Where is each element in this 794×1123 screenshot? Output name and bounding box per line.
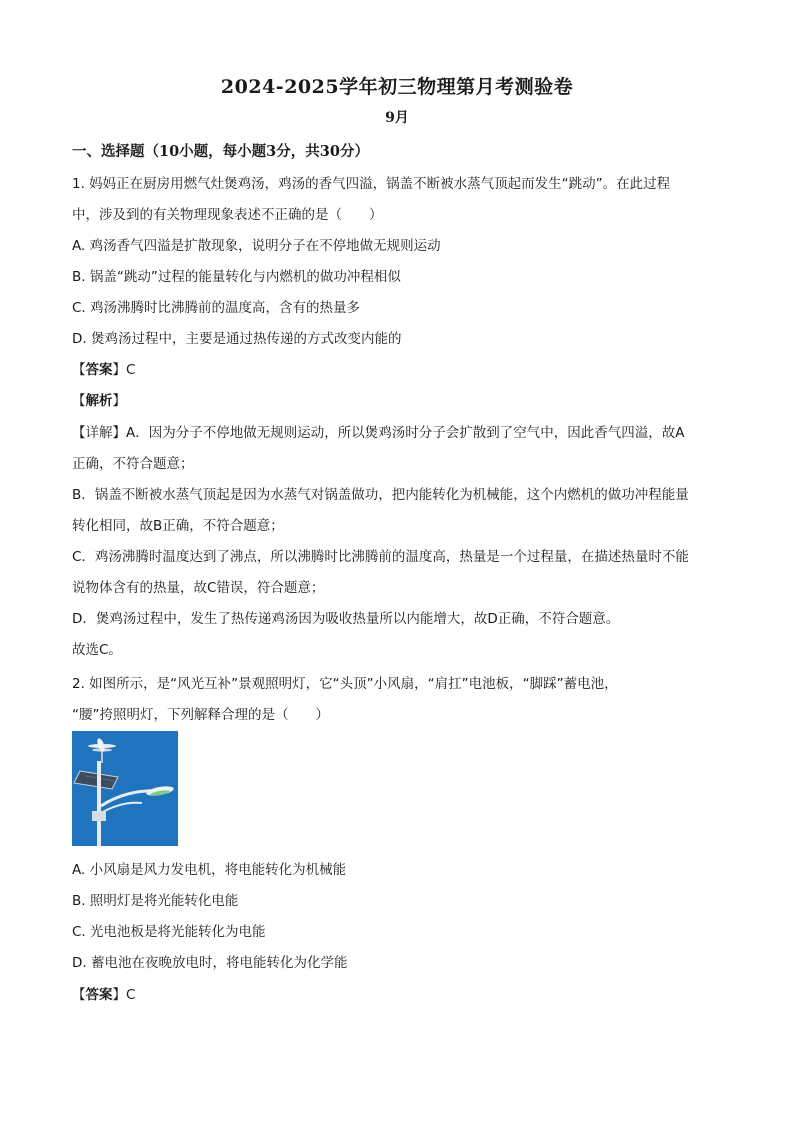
bracket-open: 【 [72, 362, 86, 378]
q1-detail-line-6: 说物体含有的热量，故C错误，符合题意； [72, 580, 325, 596]
bracket-close: 】 [112, 987, 126, 1003]
q1-option-b: B. 锅盖“跳动”过程的能量转化与内燃机的做功冲程相似 [72, 269, 401, 285]
q2-stem-line-1: 2. 如图所示，是“风光互补”景观照明灯，它“头顶”小风扇，“肩扛”电池板，“脚踩”蓄电池， [72, 676, 618, 692]
q1-option-d: D. 煲鸡汤过程中，主要是通过热传递的方式改变内能的 [72, 331, 402, 347]
analysis-label: 解析 [85, 393, 113, 409]
answer-label: 答案 [85, 987, 113, 1003]
q2-option-c: C. 光电池板是将光能转化为电能 [72, 924, 266, 940]
streetlight-illustration [72, 731, 178, 846]
q1-detail-line-2: 正确，不符合题意； [72, 456, 194, 472]
q2-stem-line-2: “腰”挎照明灯，下列解释合理的是（ ） [72, 707, 329, 723]
wind-solar-streetlight-image [72, 731, 178, 846]
answer-label: 答案 [85, 362, 113, 378]
q2-answer [72, 983, 135, 1003]
q1-answer [72, 358, 135, 378]
q1-analysis-tag [72, 389, 126, 409]
bracket-open: 【 [72, 987, 86, 1003]
q1-stem-line-2: 中，涉及到的有关物理现象表述不正确的是（ ） [72, 207, 383, 223]
q2-option-a: A. 小风扇是风力发电机，将电能转化为机械能 [72, 862, 347, 878]
q1-detail-line-7: D．煲鸡汤过程中，发生了热传递鸡汤因为吸收热量所以内能增大，故D正确，不符合题意。 [72, 611, 620, 627]
answer-value: C [126, 987, 136, 1003]
q1-detail-line-8: 故选C。 [72, 642, 122, 658]
q1-stem-line-1: 1. 妈妈正在厨房用燃气灶煲鸡汤，鸡汤的香气四溢，锅盖不断被水蒸气顶起而发生“跳动”。在此过程 [72, 176, 671, 192]
section-heading: 一、选择题（10小题，每小题3分，共30分） [72, 143, 369, 160]
bracket-close: 】 [112, 362, 126, 378]
q1-detail-line-5: C．鸡汤沸腾时温度达到了沸点，所以沸腾时比沸腾前的温度高，热量是一个过程量，在描述热量时不能 [72, 549, 689, 565]
answer-value: C [126, 362, 136, 378]
q1-detail-line-4: 转化相同，故B正确，不符合题意； [72, 518, 284, 534]
q1-option-a: A. 鸡汤香气四溢是扩散现象，说明分子在不停地做无规则运动 [72, 238, 441, 254]
q2-option-d: D. 蓄电池在夜晚放电时，将电能转化为化学能 [72, 955, 348, 971]
q1-detail-line-1: 【详解】A．因为分子不停地做无规则运动，所以煲鸡汤时分子会扩散到了空气中，因此香气四溢，故A [72, 425, 685, 441]
bracket-open: 【 [72, 393, 86, 409]
exam-month: 9月 [385, 110, 409, 126]
exam-title: 2024-2025学年初三物理第月考测验卷 [220, 76, 574, 98]
q2-option-b: B. 照明灯是将光能转化电能 [72, 893, 239, 909]
bracket-close: 】 [112, 393, 126, 409]
q1-option-c: C. 鸡汤沸腾时比沸腾前的温度高，含有的热量多 [72, 300, 361, 316]
q1-detail-line-3: B．锅盖不断被水蒸气顶起是因为水蒸气对锅盖做功，把内能转化为机械能，这个内燃机的做功冲程能量 [72, 487, 689, 503]
